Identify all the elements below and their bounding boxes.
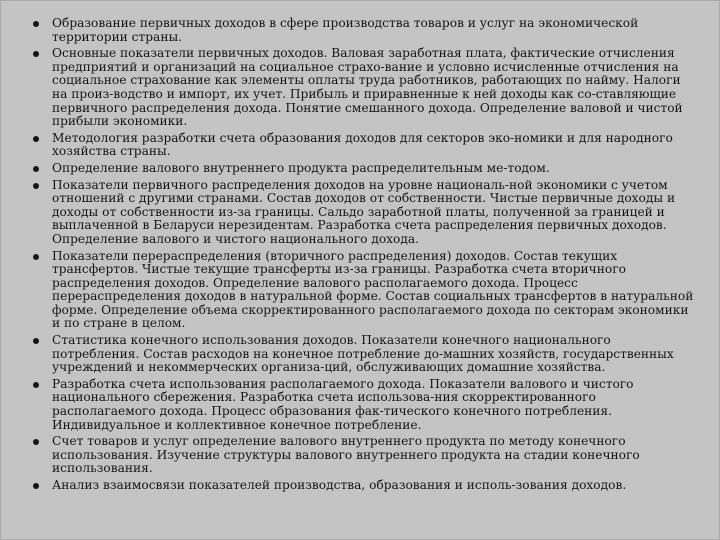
- bullet-dot-icon: [33, 51, 39, 57]
- bullet-item: [33, 179, 697, 247]
- bullet-text: Основные показатели первичных доходов. Валовая заработная плата, фактические отчисления предприятий и организаций на социальное страхо-вание и условно исчисленные отчисления на социальное страхование как элементы оплаты труда работников, работающих по найму. Налоги на произ-водство и импорт, их учет. Прибыль и приравненные к ней доходы как со-ставляющие первичного распределения дохода. Понятие смешанного дохода. Определение валовой и чистой прибыли экономики.: [52, 46, 683, 129]
- bullet-item: [33, 334, 697, 375]
- bullet-text: Показатели первичного распределения доходов на уровне националь-ной экономики с учетом отношений с другими странами. Состав доходов от собственности. Чистые первичные доходы и доходы от собственности из-за границы. Сальдо заработной платы, полученной за границей и выплаченной в Беларуси нерезидентам. Разработка счета распределения первичных доходов. Определение валового и чистого национального дохода.: [52, 177, 676, 246]
- bullet-text: Разработка счета использования располагаемого дохода. Показатели валового и чистого национального сбережения. Разработка счета использова-ния скорректированного располагаемого дохода. Процесс образования фак-тического конечного потребления. Индивидуальное и коллективное конечное потребление.: [52, 376, 634, 432]
- bullet-item: [33, 17, 697, 44]
- bullet-list: [1, 1, 719, 493]
- bullet-dot-icon: [33, 183, 39, 189]
- bullet-item: [33, 378, 697, 432]
- bullet-item: [33, 250, 697, 332]
- bullet-dot-icon: [33, 483, 39, 489]
- bullet-dot-icon: [33, 21, 39, 27]
- bullet-dot-icon: [33, 136, 39, 142]
- bullet-text: Статистика конечного использования доходов. Показатели конечного национального потребления. Состав расходов на конечное потребление до-машних хозяйств, государственных учреждений и некоммерческих организа-ций, обслуживающих домашние хозяйства.: [52, 333, 674, 375]
- bullet-dot-icon: [33, 439, 39, 445]
- bullet-dot-icon: [33, 338, 39, 344]
- bullet-text: Определение валового внутреннего продукта распределительным ме-тодом.: [52, 160, 550, 175]
- bullet-text: Методология разработки счета образования доходов для секторов эко-номики и для народного хозяйства страны.: [52, 130, 673, 159]
- bullet-item: [33, 435, 697, 476]
- bullet-dot-icon: [33, 254, 39, 260]
- bullet-text: Счет товаров и услуг определение валового внутреннего продукта по методу конечного использования. Изучение структуры валового внутреннего продукта на стадии конечного использования.: [52, 434, 640, 476]
- bullet-dot-icon: [33, 382, 39, 388]
- bullet-item: [33, 479, 697, 493]
- bullet-text: Анализ взаимосвязи показателей производства, образования и исполь-зования доходов.: [52, 478, 627, 492]
- bullet-item: [33, 162, 697, 176]
- bullet-dot-icon: [33, 166, 39, 172]
- bullet-item: [33, 47, 697, 129]
- bullet-text: Образование первичных доходов в сфере производства товаров и услуг на экономической территории страны.: [52, 16, 639, 44]
- bullet-text: Показатели перераспределения (вторичного распределения) доходов. Состав текущих трансфертов. Чистые текущие трансферты из-за границы. Разработка счета вторичного распределения доходов. Определение валового располагаемого дохода. Процесс перераспределения доходов в натуральной форме. Состав социальных трансфертов в натуральной форме. Определение объема скорректированного располагаемого дохода по секторам экономики и по стране в целом.: [52, 248, 694, 331]
- bullet-item: [33, 132, 697, 159]
